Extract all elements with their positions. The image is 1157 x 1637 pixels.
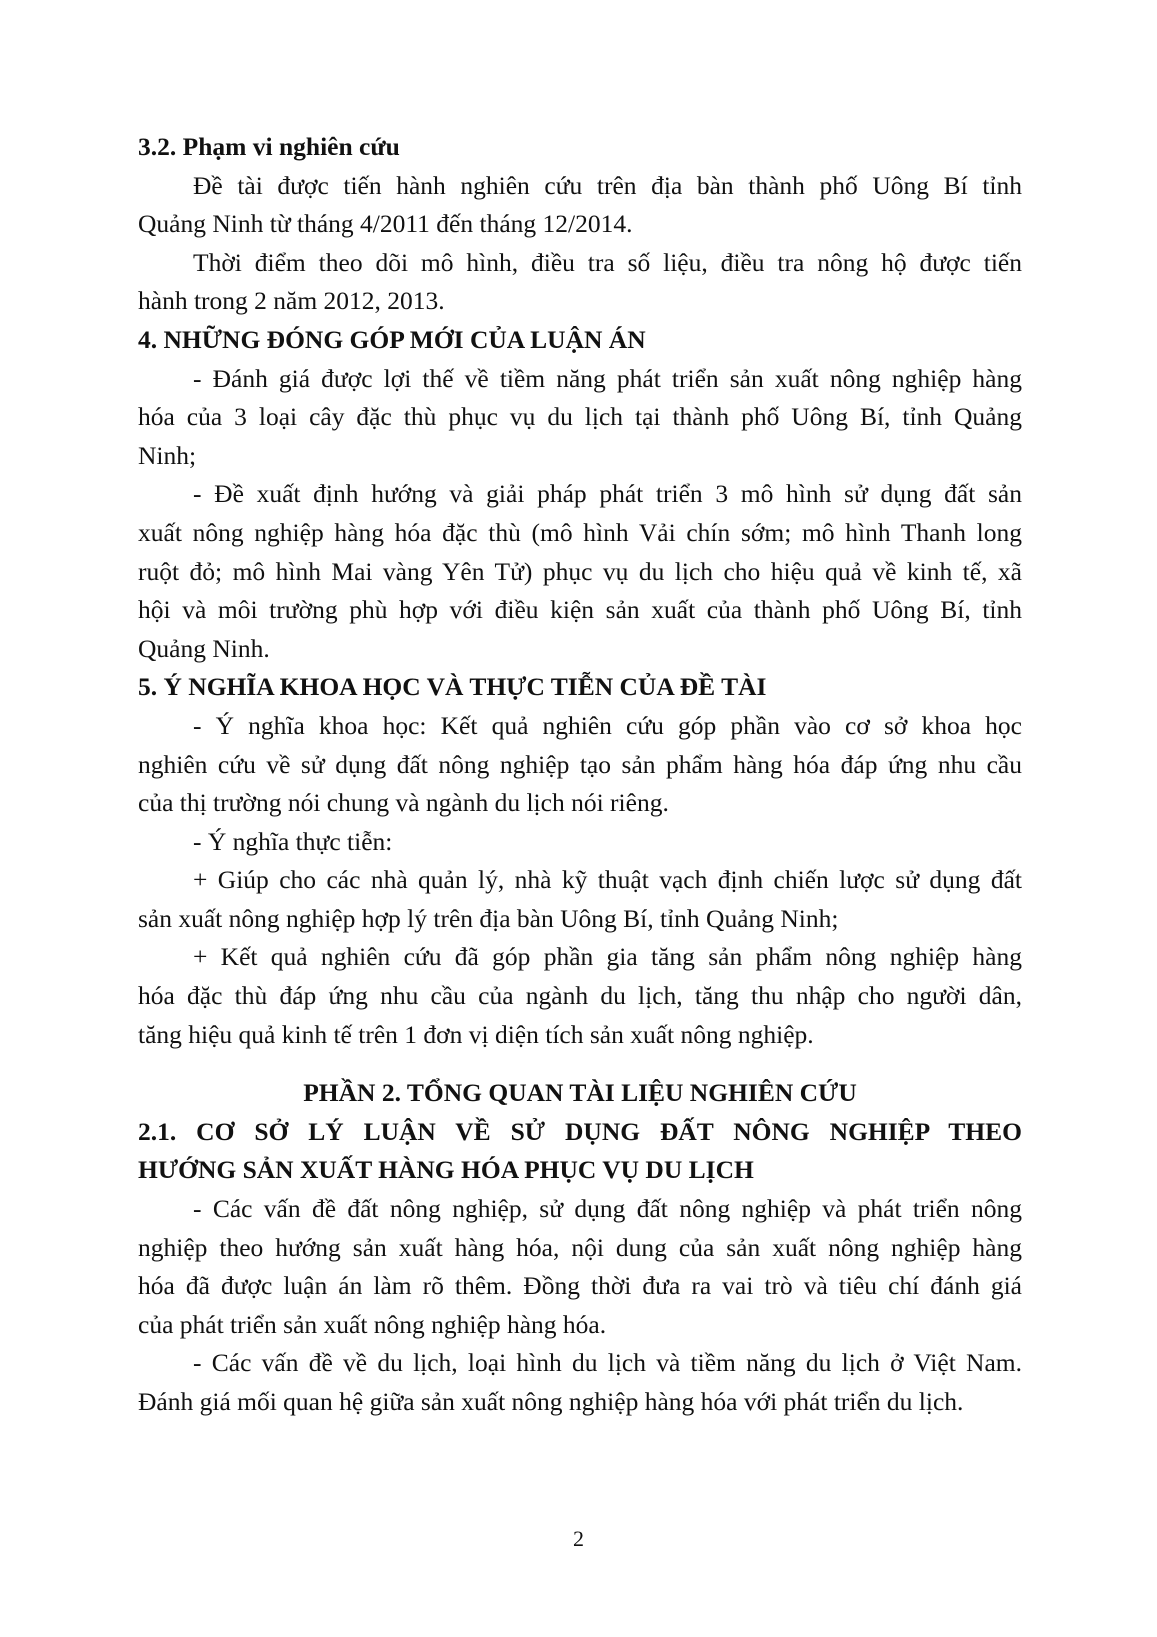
paragraph-line: hóa đã được luận án làm rõ thêm. Đồng thời đưa ra vai trò và tiêu chí đánh giá (138, 1271, 1022, 1301)
paragraph-line: nghiệp theo hướng sản xuất hàng hóa, nội dung của sản xuất nông nghiệp hàng (138, 1232, 1022, 1262)
paragraph-line: xuất nông nghiệp hàng hóa đặc thù (mô hình Vải chín sớm; mô hình Thanh long (138, 517, 1022, 547)
paragraph-line: ruột đỏ; mô hình Mai vàng Yên Tử) phục vụ du lịch cho hiệu quả về kinh tế, xã (138, 556, 1022, 586)
paragraph-line: - Đề xuất định hướng và giải pháp phát triển 3 mô hình sử dụng đất sản (193, 479, 1022, 509)
section-4-heading: 4. NHỮNG ĐÓNG GÓP MỚI CỦA LUẬN ÁN (138, 324, 646, 354)
paragraph-line: hành trong 2 năm 2012, 2013. (138, 286, 445, 316)
paragraph-line: - Ý nghĩa thực tiễn: (193, 826, 393, 856)
part-2-title: PHẦN 2. TỔNG QUAN TÀI LIỆU NGHIÊN CỨU (303, 1078, 857, 1108)
paragraph-line: + Giúp cho các nhà quản lý, nhà kỹ thuật vạch định chiến lược sử dụng đất (193, 865, 1022, 895)
paragraph-line: Ninh; (138, 440, 197, 470)
paragraph-line: hội và môi trường phù hợp với điều kiện sản xuất của thành phố Uông Bí, tỉnh (138, 595, 1022, 625)
paragraph-line: của phát triển sản xuất nông nghiệp hàng hóa. (138, 1309, 607, 1339)
paragraph-line: tăng hiệu quả kinh tế trên 1 đơn vị diện tích sản xuất nông nghiệp. (138, 1019, 814, 1049)
paragraph-line: sản xuất nông nghiệp hợp lý trên địa bàn Uông Bí, tỉnh Quảng Ninh; (138, 903, 839, 933)
section-2-1-heading: HƯỚNG SẢN XUẤT HÀNG HÓA PHỤC VỤ DU LỊCH (138, 1155, 754, 1185)
document-page (138, 128, 1022, 1422)
page-number: 2 (573, 1526, 584, 1551)
section-3-2-heading: 3.2. Phạm vi nghiên cứu (138, 132, 400, 161)
paragraph-line: Đề tài được tiến hành nghiên cứu trên địa bàn thành phố Uông Bí tỉnh (193, 170, 1022, 200)
paragraph-line: Quảng Ninh từ tháng 4/2011 đến tháng 12/2014. (138, 209, 633, 239)
paragraph-line: - Các vấn đề đất nông nghiệp, sử dụng đất nông nghiệp và phát triển nông (193, 1194, 1022, 1224)
paragraph-line: - Các vấn đề về du lịch, loại hình du lịch và tiềm năng du lịch ở Việt Nam. (193, 1348, 1022, 1378)
paragraph-line: của thị trường nói chung và ngành du lịch nói riêng. (138, 788, 669, 818)
paragraph-line: Quảng Ninh. (138, 633, 270, 663)
paragraph-line: - Đánh giá được lợi thế về tiềm năng phát triển sản xuất nông nghiệp hàng (193, 363, 1022, 393)
paragraph-line: Thời điểm theo dõi mô hình, điều tra số liệu, điều tra nông hộ được tiến (193, 247, 1022, 277)
paragraph-line: + Kết quả nghiên cứu đã góp phần gia tăng sản phẩm nông nghiệp hàng (193, 942, 1022, 972)
paragraph-line: hóa đặc thù đáp ứng nhu cầu của ngành du lịch, tăng thu nhập cho người dân, (138, 981, 1022, 1011)
paragraph-line: nghiên cứu về sử dụng đất nông nghiệp tạo sản phẩm hàng hóa đáp ứng nhu cầu (138, 749, 1022, 779)
paragraph-line: - Ý nghĩa khoa học: Kết quả nghiên cứu góp phần vào cơ sở khoa học (193, 710, 1022, 740)
section-5-heading: 5. Ý NGHĨA KHOA HỌC VÀ THỰC TIỄN CỦA ĐỀ TÀI (138, 672, 767, 702)
paragraph-line: hóa của 3 loại cây đặc thù phục vụ du lịch tại thành phố Uông Bí, tỉnh Quảng (138, 402, 1022, 432)
paragraph-line: Đánh giá mối quan hệ giữa sản xuất nông nghiệp hàng hóa với phát triển du lịch. (138, 1387, 964, 1416)
section-spacer (138, 1054, 1022, 1074)
section-2-1-heading: 2.1. CƠ SỞ LÝ LUẬN VỀ SỬ DỤNG ĐẤT NÔNG NGHIỆP THEO (138, 1116, 1022, 1146)
